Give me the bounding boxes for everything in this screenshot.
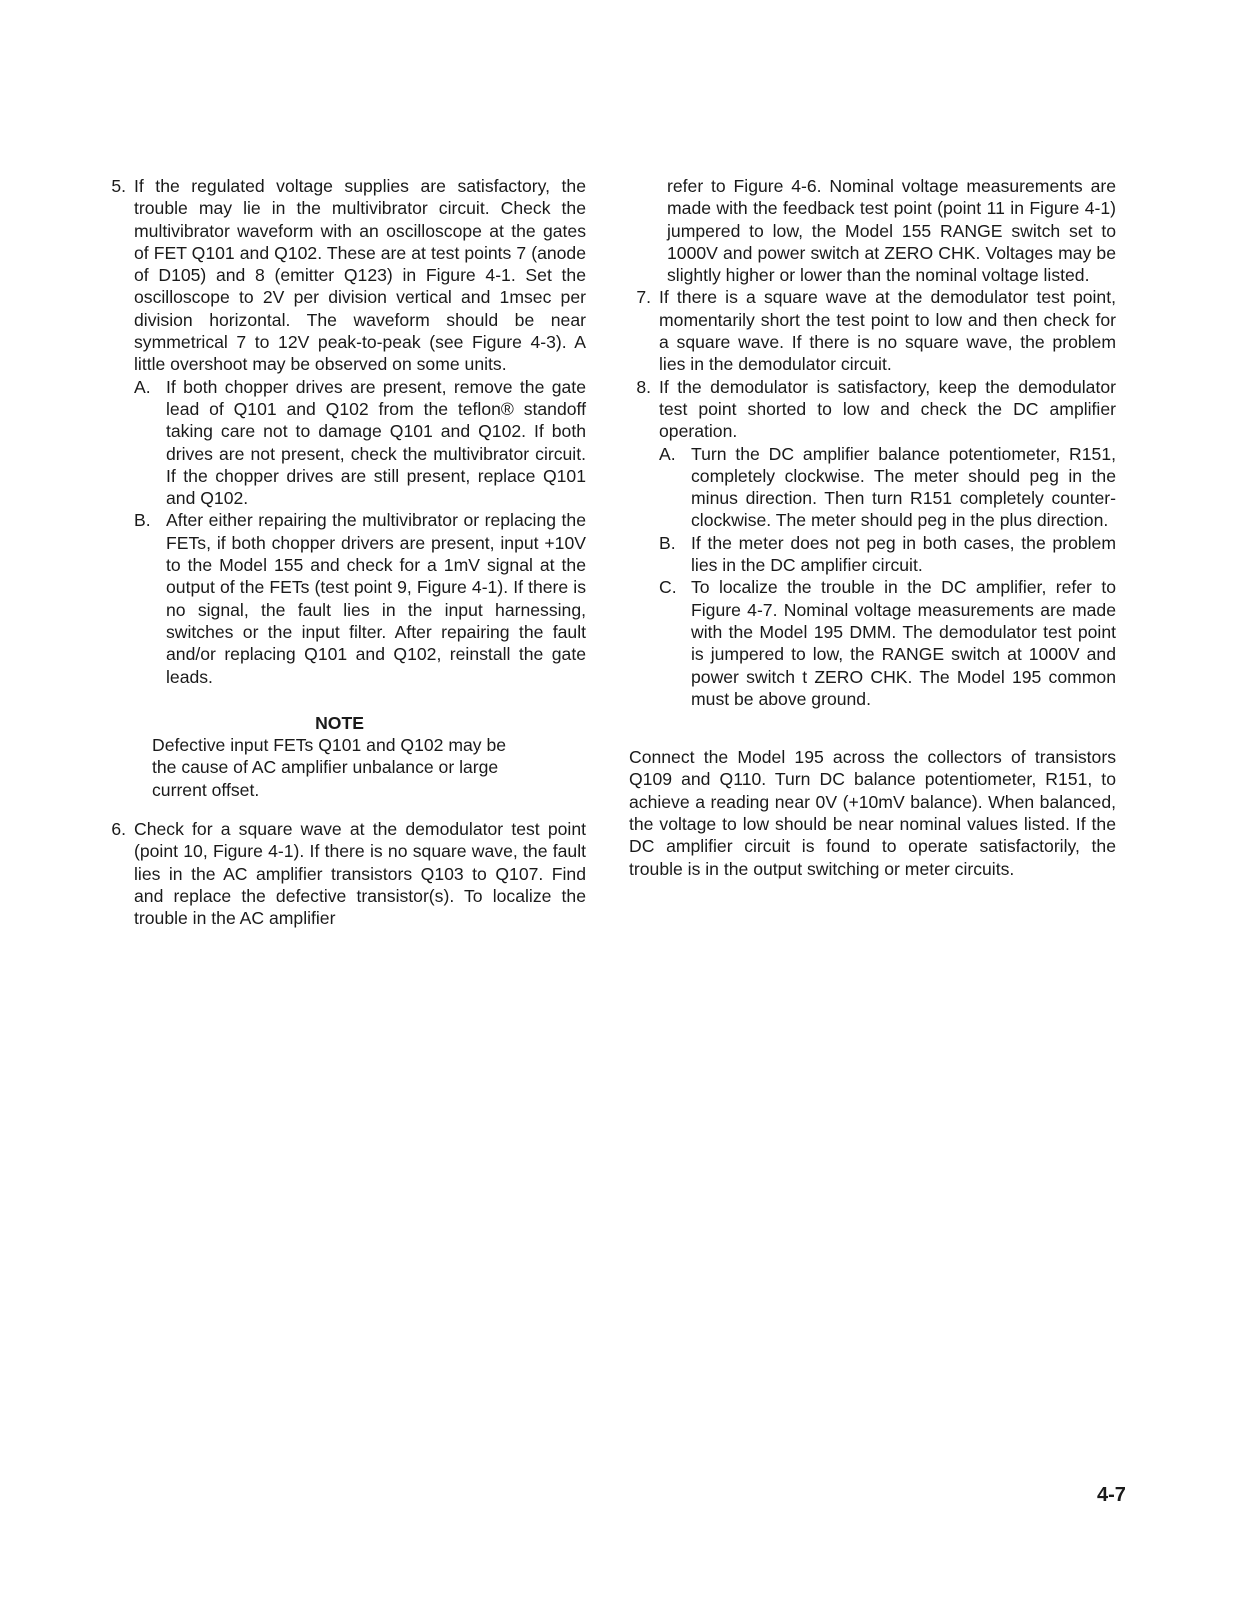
sub-item-text: To localize the trouble in the DC amplifier, refer to Figure 4-7. Nominal voltage measurements are made with the Model 195 DMM. The demodulator test point is jumpered to low, the RANGE switch at 1000V and power switch t ZERO CHK. The Model 195 common must be above ground. xyxy=(691,577,1116,709)
sub-item-a xyxy=(659,443,1116,532)
left-column xyxy=(104,175,586,930)
note-title: NOTE xyxy=(315,712,364,733)
item-number: 6. xyxy=(111,819,126,840)
list-item-6-continued: refer to Figure 4-6. Nominal voltage measurements are made with the feedback test point (point 11 in Figure 4-1) jumpered to low, the Model 155 RANGE switch set to 1000V and power switch at ZERO CHK. Voltages may be slightly higher or lower than the nominal voltage listed. xyxy=(667,176,1116,286)
page-number: 4-7 xyxy=(1097,1484,1126,1506)
list-item-8 xyxy=(629,376,1116,710)
note-text: Defective input FETs Q101 and Q102 may be the cause of AC amplifier unbalance or large current offset. xyxy=(152,735,507,800)
sub-item-letter: C. xyxy=(659,577,677,598)
item-text: If there is a square wave at the demodulator test point, momentarily short the test point to low and then check for a square wave. If there is no square wave, the problem lies in the demodulator circuit. xyxy=(659,287,1116,375)
item-number: 5. xyxy=(111,176,126,196)
sub-item-letter: A. xyxy=(134,376,151,397)
sub-item-text: If the meter does not peg in both cases, the problem lies in the DC amplifier circuit. xyxy=(691,532,1116,576)
sub-item-text: After either repairing the multivibrator or replacing the FETs, if both chopper drivers are present, input +10V to the Model 155 and check for a 1mV signal at the output of the FETs (test point 9, Figure 4-1). If there is no signal, the fault lies in the input harnessing, switches or the input filter. After repairing the fault and/or replacing Q101 and Q102, reinstall the gate leads. xyxy=(166,510,586,687)
right-column xyxy=(629,175,1116,880)
item-text: If the demodulator is satisfactory, keep the demodulator test point shorted to low and check the DC amplifier operation. xyxy=(659,376,1116,442)
sub-item-c xyxy=(659,576,1116,710)
list-item-6 xyxy=(104,818,586,929)
sub-item-a xyxy=(134,376,586,510)
list-item-7 xyxy=(629,286,1116,375)
list-item-5 xyxy=(104,175,586,688)
item-text: Check for a square wave at the demodulator test point (point 10, Figure 4-1). If there is no square wave, the fault lies in the AC amplifier transistors Q103 to Q107. Find and replace the defective transistor(s). To localize the trouble in the AC amplifier xyxy=(134,819,586,929)
item-text: If the regulated voltage supplies are satisfactory, the trouble may lie in the multivibrator circuit. Check the multivibrator waveform with an oscilloscope at the gates of FET Q101 and Q102. These are at test points 7 (anode of D105) and 8 (emitter Q123) in Figure 4-1. Set the oscilloscope to 2V per division vertical and 1msec per division horizontal. The waveform should be near symmetrical 7 to 12V peak-to-peak (see Figure 4-3). A little overshoot may be observed on some units. xyxy=(134,176,586,375)
sub-item-letter: B. xyxy=(134,510,151,531)
sub-item-b xyxy=(134,509,586,687)
sub-item-text: If both chopper drives are present, remove the gate lead of Q101 and Q102 from the teflon® standoff taking care not to damage Q101 and Q102. If both drives are not present, check the multivibrator circuit. If the chopper drives are still present, replace Q101 and Q102. xyxy=(166,376,586,509)
sub-item-letter: A. xyxy=(659,443,676,464)
sub-item-letter: B. xyxy=(659,532,676,553)
sub-item-text: Turn the DC amplifier balance potentiometer, R151, completely clockwise. The meter should peg in the minus direction. Then turn R151 completely counter-clockwise. The meter should peg in the plus direction. xyxy=(691,443,1116,531)
body-paragraph: Connect the Model 195 across the collectors of transistors Q109 and Q110. Turn DC balance potentiometer, R151, to achieve a reading near 0V (+10mV balance). When balanced, the voltage to low should be near nominal values listed. If the DC amplifier circuit is found to operate satisfactorily, the trouble is in the output switching or meter circuits. xyxy=(629,747,1116,879)
item-number: 7. xyxy=(636,287,651,308)
sub-item-b xyxy=(659,532,1116,577)
note-box xyxy=(152,712,527,801)
item-number: 8. xyxy=(636,376,651,397)
